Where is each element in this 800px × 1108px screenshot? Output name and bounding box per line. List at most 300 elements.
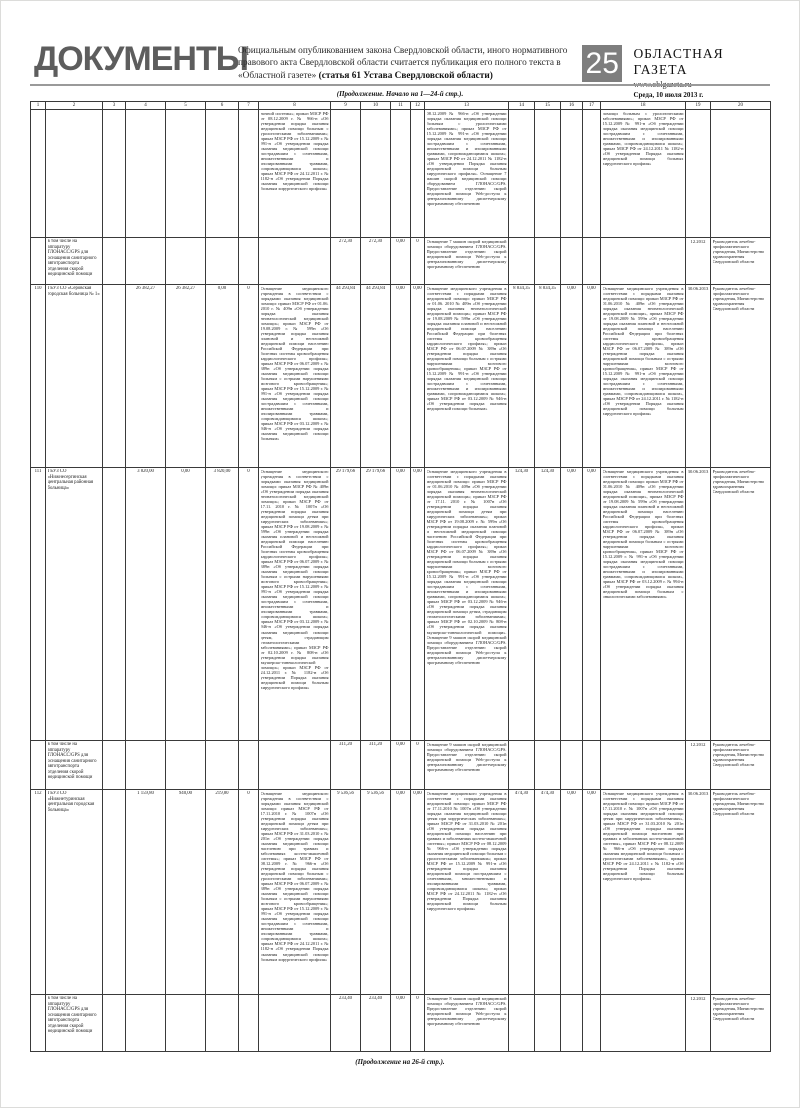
table-cell <box>331 238 361 285</box>
table-cell-text: Руководитель лечебно-профилактического учреждения, Министерство здравоохранения Свердловской области <box>712 742 765 768</box>
table-cell <box>206 238 239 285</box>
table-cell <box>331 110 361 238</box>
table-cell <box>259 110 331 238</box>
column-number: 3 <box>103 102 126 110</box>
section-title: ДОКУМЕНТЫ <box>34 40 249 78</box>
table-cell-text <box>105 469 124 739</box>
table-cell <box>103 238 126 285</box>
table-cell <box>425 285 509 468</box>
table-cell-text <box>261 239 329 283</box>
table-cell-text <box>241 111 257 236</box>
table-cell <box>561 238 583 285</box>
table-cell-text: 0,00 <box>587 286 596 291</box>
table-cell-text <box>208 111 237 236</box>
table-cell <box>31 790 46 995</box>
table-cell <box>46 995 103 1052</box>
table-cell <box>46 285 103 468</box>
table-cell <box>686 790 711 995</box>
header-rule <box>30 84 770 86</box>
table-cell-text: Руководитель лечебно-профилактического учреждения, Министерство здравоохранения Свердловской области <box>712 469 765 495</box>
table-cell <box>31 285 46 468</box>
table-cell <box>206 285 239 468</box>
table-cell <box>126 110 166 238</box>
table-cell-text: в том числе на аппаратуру ГЛОНАСС/GPS для оснащения санитарного автотранспорта отделения скорой медицинской помощи <box>47 742 97 781</box>
table-cell <box>126 995 166 1052</box>
table-cell <box>561 790 583 995</box>
table-cell-text: 112 <box>34 791 42 796</box>
table-cell <box>331 285 361 468</box>
table-cell <box>166 790 206 995</box>
table-cell <box>509 741 535 790</box>
table-cell-text: 219,80 <box>215 791 229 796</box>
table-cell <box>361 110 391 238</box>
table-cell <box>166 110 206 238</box>
table-cell <box>361 741 391 790</box>
table-cell <box>259 790 331 995</box>
column-numbers-row <box>31 102 771 110</box>
table-cell-text: 233,40 <box>368 996 383 1001</box>
table-cell <box>166 285 206 468</box>
table-cell-text: 0,00 <box>396 469 405 474</box>
table-cell-text: 0 <box>247 286 250 291</box>
table-cell-text <box>168 239 204 283</box>
table-cell-text: Оснащение 8 машин скорой медицинской помощи оборудованием ГЛОНАСС/GPS. Предоставление отделению скорой медицинской помощи Web-доступа к централизованному диспетчерскому программному обеспечению <box>426 996 507 1027</box>
table-cell <box>535 238 561 285</box>
table-cell-text <box>33 111 44 236</box>
table-cell <box>711 790 771 995</box>
table-cell-text <box>105 996 124 1050</box>
table-cell-text <box>128 742 164 788</box>
table-cell-text: ночной системы»; приказ МЗСР РФ от 08.12.2009 г. № 966-н «Об утверждении порядка оказания медицинской помощи больным с урологическими заболеваниями»; приказ МЗСР РФ от 15.12.2009 г. № 991-н «Об утверждении порядка оказания медицинской помощи пострадавшим с сочетанными, множественными и изолированными травмами, сопровождающимися шоком»; приказ МЗСР РФ от 24.12.2011 г. № 1182-н «Об утверждении Порядка оказания медицинской помощи больным хирургического профиля» <box>260 111 329 192</box>
table-cell-text <box>105 791 124 993</box>
table-cell-text: помощи больным с урологическими заболеваниями»; приказ МЗСР РФ от 15.12.2009 № 991-н «Об утверждении порядка оказания медицинской помощи пострадавшим с сочетанными, множественными и изолированными травмами, сопровождающимися шоком»; приказ МЗСР РФ от 24.12.2011 № 1182-н «Об утверждении Порядка оказания медицинской помощи больных хирургического профиля» <box>602 111 684 167</box>
table-cell-text: 30.06.2013 <box>687 469 709 474</box>
table-cell <box>46 741 103 790</box>
table-cell-text <box>585 239 599 283</box>
table-cell-text: 940,00 <box>178 791 193 796</box>
table-cell <box>686 285 711 468</box>
table-cell <box>391 468 411 741</box>
table-cell <box>361 995 391 1052</box>
table-head <box>31 102 771 110</box>
table-cell-text <box>563 111 581 236</box>
table-cell-text: 233,40 <box>338 996 353 1001</box>
table-cell <box>46 790 103 995</box>
table-cell-text <box>241 742 257 788</box>
table-cell-text: 08.12.2009 № 966-н «Об утверждении порядка оказания медицинской помощи больным с урологическими заболеваниями»; приказ МЗСР РФ от 15.12.2009 № 991-н «Об утверждении порядка оказания медицинской помощи пострадавшим с сочетанными, множественными и изолированными травмами, сопровождающимися шоком»; приказ МЗСР РФ от 24.12.2011 № 1182-н «Об утверждении Порядка оказания медицинской помощи больным хирургического профиля». Оснащение 7 машин скорой медицинской помощи оборудованием ГЛОНАСС/GPS. Предоставление отделению скорой медицинской помощи Web-доступа к централизованному диспетчерскому программному обеспечению <box>426 111 507 207</box>
table-cell <box>361 790 391 995</box>
table-cell-text: 44 293,84 <box>335 286 356 291</box>
column-number: 2 <box>46 102 103 110</box>
column-number: 19 <box>686 102 711 110</box>
table-cell <box>166 238 206 285</box>
table-cell-text <box>511 996 533 1050</box>
table-cell-text: 29 179,66 <box>335 469 356 474</box>
table-cell-text: 124,30 <box>514 469 529 474</box>
table-cell-text: Оснащение 9 машин скорой медицинской помощи оборудованием ГЛОНАСС/GPS. Предоставление отделению скорой медицинской помощи Web-доступа к централизованному диспетчерскому программному обеспечению <box>426 742 507 773</box>
table-cell-text: 0,00 <box>396 996 405 1001</box>
table-cell-text <box>563 996 581 1050</box>
newspaper-date: Среда, 10 июля 2013 г. <box>633 91 704 99</box>
table-cell <box>711 238 771 285</box>
page-number-badge: 25 <box>582 45 622 82</box>
column-number: 16 <box>561 102 583 110</box>
table-cell-text: 311,20 <box>338 742 352 747</box>
table-cell-text <box>511 239 533 283</box>
table-cell <box>239 741 259 790</box>
table-cell-text <box>105 111 124 236</box>
table-cell-text: 110 <box>34 286 42 291</box>
table-cell-text: Оснащение медицинского учреждения в соответствии с порядками оказания медицинской помощи: приказ МЗСР РФ от 17.11.2010 г. № 1007н «Об утверждении порядка оказания медицинской помощи детям при хирургических заболеваниях», приказ МЗСР РФ от 31.03.2010 № 201н «Об утверждении порядка оказания медицинской помощи населению при травмах и заболеваниях костно-мышечной системы», приказ МЗСР РФ от 08.12.2009 № 966-н «Об утверждении порядка оказания медицинской помощи больным с урологическими заболеваниями», приказ МЗСР РФ от 24.12.2011 г. № 1182-н «Об утверждении Порядка оказания медицинской помощи больным хирургического профиля» <box>602 791 684 882</box>
table-cell <box>601 110 686 238</box>
table-cell-text <box>537 742 559 788</box>
column-number: 6 <box>206 102 239 110</box>
table-cell-text <box>585 111 599 236</box>
table-cell <box>425 468 509 741</box>
table-cell <box>126 468 166 741</box>
table-row <box>31 238 771 285</box>
table-cell-text: 8 834,35 <box>539 286 556 291</box>
table-cell-text <box>585 996 599 1050</box>
table-cell-text <box>105 742 124 788</box>
table-cell <box>425 110 509 238</box>
column-number: 15 <box>535 102 561 110</box>
table-body <box>31 110 771 1052</box>
table-cell-text: ГБУЗ СО «Нижнесергинская центральная районная больница» <box>47 469 94 491</box>
table-cell-text <box>393 111 409 236</box>
column-number: 4 <box>126 102 166 110</box>
table-cell <box>31 110 46 238</box>
table-cell <box>583 790 601 995</box>
table-cell <box>331 995 361 1052</box>
table-cell-text <box>413 111 423 236</box>
legal-note <box>238 45 580 82</box>
table-cell <box>601 995 686 1052</box>
table-cell-text: в том числе на аппаратуру ГЛОНАСС/GPS для оснащения санитарного автотранспорта отделения скорой медицинской помощи <box>47 996 97 1035</box>
table-cell <box>601 468 686 741</box>
table-cell-text: 0,00 <box>413 286 422 291</box>
column-number: 13 <box>425 102 509 110</box>
table-cell <box>711 285 771 468</box>
table-cell <box>686 110 711 238</box>
table-cell <box>103 790 126 995</box>
table-cell-text: Оснащение медицинского учреждения в соответствии с порядками оказания медицинской помощи: приказ МЗСР РФ от 17.11.2010 № 1007н «Об утверждении порядка оказания медицинской помощи детям при хирургических заболеваниях»; приказ МЗСР РФ от 31.03.2010 № 201н «Об утверждении порядка оказания медицинской помощи населению при травмах и заболеваниях костно-мышечной системы»; приказ МЗСР РФ от 08.12.2009 № 966-н «Об утверждении порядка оказания медицинской помощи больным с урологическими заболеваниями»; приказ МЗСР РФ от 15.12.2009 № 991-н «Об утверждении порядка оказания медицинской помощи пострадавшим с сочетанными, множественными и изолированными травмами, сопровождающимися шоком»; приказ МЗСР РФ от 24.12.2011 № 1182-н «Об утверждении Порядка оказания медицинской помощи больным хирургического профиля» <box>426 791 507 912</box>
table-row <box>31 468 771 741</box>
table-cell-text: 0,00 <box>413 469 422 474</box>
table-cell <box>206 468 239 741</box>
table-cell <box>206 995 239 1052</box>
column-number: 1 <box>31 102 46 110</box>
continuation-note-bottom: (Продолжение на 26-й стр.). <box>355 1058 445 1066</box>
table-cell <box>361 285 391 468</box>
table-cell-text: 8 834,35 <box>513 286 530 291</box>
table-cell-text <box>208 996 237 1050</box>
column-number: 11 <box>391 102 411 110</box>
table-cell <box>331 790 361 995</box>
table-cell <box>411 110 425 238</box>
table-cell <box>561 468 583 741</box>
table-cell <box>391 995 411 1052</box>
table-cell <box>103 110 126 238</box>
table-cell <box>391 110 411 238</box>
table-cell-text: 0,00 <box>587 791 596 796</box>
table-cell <box>711 741 771 790</box>
table-cell <box>535 468 561 741</box>
table-cell <box>46 468 103 741</box>
table-cell <box>601 238 686 285</box>
table-cell <box>425 995 509 1052</box>
table-cell-text: в том числе на аппаратуру ГЛОНАСС/GPS для оснащения санитарного автотранспорта отделения скорой медицинской помощи <box>47 239 97 278</box>
table-cell <box>103 468 126 741</box>
table-cell-text: Оснащение медицинского учреждения в соответствии с порядками оказания медицинской помощи: приказ МЗСР РФ от 01.06. 2010 г. № 409н «Об утверждении порядка оказания неонатологической медицинской помощи»; приказ МЗСР РФ от 19.08.2009 г. № 599н «Об утверждении порядка оказания плановой и неотложной медицинской помощи населению Российской Федерации при болезнях системы кровообращения кардиологического профиля»; приказ МЗСР РФ от 06.07.2009 г. № 389н «Об утверждении порядка оказания медицинской помощи больным с острыми нарушениями мозгового кровообращения»; приказ МЗСР РФ от 15.12.2009 г. № 991-н «Об утверждении порядка оказания медицинской помощи пострадавшим с сочетанными, множественными и изолированными травмами, сопровождающимися шоком»; приказ МЗСР РФ от 03.12.2009 г. № 946-н «Об утверждении порядка оказания медицинской помощи больным» <box>260 286 329 442</box>
table-cell-text: 12.2012 <box>690 239 706 244</box>
table-cell-text <box>537 996 559 1050</box>
column-number: 20 <box>711 102 771 110</box>
column-number: 10 <box>361 102 391 110</box>
table-cell <box>166 468 206 741</box>
table-cell-text: 1 159,80 <box>137 791 154 796</box>
table-cell <box>126 741 166 790</box>
table-cell-text <box>537 111 559 236</box>
table-cell-text <box>261 996 329 1050</box>
table-cell-text: ГБУЗ СО «Серовская городская больница № 1» <box>47 286 100 297</box>
table-cell-text <box>603 996 684 1050</box>
table-cell <box>391 741 411 790</box>
table-cell-text: ГБУЗ СО «Нижнетуринская центральная городская больница» <box>47 791 95 813</box>
table-cell-text <box>241 239 257 283</box>
table-cell-text: Оснащение медицинского учреждения в соответствии с порядками оказания медицинской помощи: приказ МЗСР РФ от 01.06.2010 № 409н «Об утверждении порядка оказания неонатологической медицинской помощи», приказ МЗСР РФ от 19.08.2009 № 599н «Об утверждении порядка оказания плановой и неотложной медицинской помощи населению Российской Федерации при болезнях системы кровообращения кардиологического профиля», приказ МЗСР РФ от 06.07.2009 № 389н «Об утверждении порядка оказания медицинской помощи больным с острыми нарушениями мозгового кровообращения», приказ МЗСР РФ от 15.12.2009 № 991-н «Об утверждении порядка оказания медицинской помощи пострадавшим с сочетанными, множественными и изолированными травмами, сопровождающимися шоком», приказ МЗСР РФ от 24.12.2011 г. № 1182-н «Об утверждении Порядка оказания медицинской помощи больным хирургического профиля» <box>602 286 684 417</box>
table-cell-text: 272,30 <box>368 239 383 244</box>
table-cell <box>391 238 411 285</box>
table-cell-text <box>128 239 164 283</box>
table-cell-text <box>128 111 164 236</box>
column-number: 12 <box>411 102 425 110</box>
table-cell <box>509 285 535 468</box>
table-cell-text: 111 <box>34 469 42 474</box>
table-cell-text: 12.2012 <box>690 742 706 747</box>
table-cell <box>31 741 46 790</box>
table-cell-text: 124,30 <box>540 469 555 474</box>
table-cell-text: 0,00 <box>587 469 596 474</box>
table-cell-text <box>511 742 533 788</box>
column-number: 7 <box>239 102 259 110</box>
table-cell <box>711 995 771 1052</box>
table-cell-text <box>563 742 581 788</box>
table-cell <box>103 741 126 790</box>
column-number: 18 <box>601 102 686 110</box>
table-row <box>31 790 771 995</box>
table-cell <box>206 110 239 238</box>
table-cell <box>361 238 391 285</box>
table-cell-text: 26 382,27 <box>175 286 196 291</box>
table-cell <box>509 790 535 995</box>
table-row <box>31 110 771 238</box>
table-cell <box>46 110 103 238</box>
table-cell <box>239 468 259 741</box>
table-cell <box>239 238 259 285</box>
table-cell <box>259 468 331 741</box>
table-cell-text: 30.06.2013 <box>687 791 709 796</box>
table-cell <box>259 741 331 790</box>
table-cell-text: Руководитель лечебно-профилактического учреждения, Министерство здравоохранения Свердловской области <box>712 239 765 265</box>
column-number: 14 <box>509 102 535 110</box>
column-number: 9 <box>331 102 361 110</box>
table-cell-text: 0,00 <box>396 791 405 796</box>
table-cell <box>711 110 771 238</box>
table-cell <box>601 790 686 995</box>
table-cell <box>583 995 601 1052</box>
table-cell <box>239 110 259 238</box>
table-cell-text: 0,00 <box>181 469 190 474</box>
table-cell <box>561 741 583 790</box>
table-cell <box>331 468 361 741</box>
table-cell <box>535 790 561 995</box>
table-cell-text: 0,00 <box>567 469 576 474</box>
table-cell <box>126 285 166 468</box>
table-cell-text: Руководитель лечебно-профилактического учреждения, Министерство здравоохранения Свердловской области <box>712 996 765 1022</box>
table-cell <box>535 285 561 468</box>
legal-note-text: Официальным опубликованием закона Свердловской области, иного нормативного правового акта Свердловской области считается публикация его полного текста в «Областной газете» <box>238 46 568 81</box>
table-cell-text <box>537 239 559 283</box>
table-cell <box>46 238 103 285</box>
table-cell <box>509 995 535 1052</box>
table-cell-text <box>333 111 359 236</box>
table-cell <box>259 285 331 468</box>
table-cell-text <box>105 286 124 466</box>
table-cell <box>239 285 259 468</box>
table-cell-text: 0,00 <box>396 239 405 244</box>
table-cell <box>391 285 411 468</box>
table-cell-text: 9 536,56 <box>337 791 354 796</box>
column-number: 5 <box>166 102 206 110</box>
newspaper-name: ОБЛАСТНАЯ ГАЗЕТА <box>633 46 724 77</box>
table-cell <box>509 238 535 285</box>
table-cell-text: Руководитель лечебно-профилактического учреждения, Министерство здравоохранения Свердловской области <box>712 286 765 312</box>
table-cell <box>425 741 509 790</box>
table-cell-text: Оснащение 7 машин скорой медицинской помощи оборудованием ГЛОНАСС/GPS. Предоставление отделению скорой медицинской помощи Web-доступа к централизованному диспетчерскому программному обеспечению <box>426 239 507 270</box>
table-cell-text <box>33 996 44 1050</box>
table-cell-text <box>208 742 237 788</box>
table-cell-text: 0,00 <box>567 286 576 291</box>
table-cell <box>561 995 583 1052</box>
table-cell-text <box>563 239 581 283</box>
table-cell-text <box>688 111 709 236</box>
table-cell <box>331 741 361 790</box>
table-cell-text: 9 536,56 <box>367 791 384 796</box>
table-cell-text: Оснащение медицинского учреждения в соответствии с порядками оказания медицинской помощи: приказ МЗСР РФ от 01.06.2010 № 409н «Об утверждении порядка оказания неонатологической медицинской помощи», приказ МЗСР РФ от 19.08.2009 № 599н «Об утверждении порядка оказания плановой и неотложной медицинской помощи населению Российской Федерации при болезнях системы кровообращения кардиологического профиля», приказ МЗСР РФ от 06.07.2009 № 389н «Об утверждении порядка оказания медицинской помощи больным с острыми нарушениями мозгового кровообращения», приказ МЗСР РФ от 15.12.2009 г. № 991-н «Об утверждении порядка оказания медицинской помощи пострадавшим с сочетанными, множественными и изолированными травмами, сопровождающимися шоком», приказ МЗСР РФ от 03.12.2009 г. № 994-н «Об утверждении порядка оказания медицинской помощи больным с онкологическими заболеваниями» <box>602 469 684 600</box>
table-cell-text: Оснащение медицинского учреждения в соответствии с порядками оказания медицинской помощи: приказ МЗСР РФ от 17.11.2010 г. № 1007н «Об утверждении порядка оказания медицинской помощи детям при хирургических заболеваниях»; приказ МЗСР РФ от 31.03.2010 г. № 201н «Об утверждении порядка оказания медицинской помощи населению при травмах и заболеваниях костно-мышечной системы»; приказ МЗСР РФ от 08.12.2009 г. № 966-н «Об утверждении порядка оказания медицинской помощи больным с урологическими заболеваниями»; приказ МЗСР РФ от 06.07.2009 г. № 389н «Об утверждении порядка оказания медицинской помощи больным с острыми нарушениями мозгового кровообращения»; приказ МЗСР РФ от 15.12.2009 г. № 991-н «Об утверждении порядка оказания медицинской помощи пострадавшим с сочетанными, множественными и изолированными травмами, сопровождающимися шоком»; приказ МЗСР РФ от 24.12.2011 г. № 1182-н «Об утверждении Порядка оказания медицинской помощи больным хирургического профиля» <box>260 791 329 962</box>
table-cell-text: 3 820,00 <box>137 469 154 474</box>
table-cell-text: Руководитель лечебно-профилактического учреждения, Министерство здравоохранения Свердловской области <box>712 791 765 817</box>
legal-note-bold: (статья 61 Устава Свердловской области) <box>318 70 493 81</box>
table-cell <box>126 790 166 995</box>
table-cell-text <box>603 742 684 788</box>
table-cell <box>103 285 126 468</box>
table-cell <box>166 995 206 1052</box>
table-cell <box>411 468 425 741</box>
table-cell <box>509 110 535 238</box>
table-cell-text: 29 179,66 <box>365 469 386 474</box>
column-number: 17 <box>583 102 601 110</box>
table-cell-text: 474,30 <box>514 791 529 796</box>
table-cell <box>583 468 601 741</box>
table-cell <box>103 995 126 1052</box>
table-cell-text: 26 382,27 <box>135 286 156 291</box>
table-cell-text <box>168 742 204 788</box>
table-cell <box>126 238 166 285</box>
table-cell-text: 0 <box>247 791 250 796</box>
table-cell <box>411 285 425 468</box>
table-cell <box>411 790 425 995</box>
table-cell-text: 30.06.2013 <box>687 286 709 291</box>
table-cell-text <box>33 742 44 788</box>
table-cell-text <box>363 111 389 236</box>
table-cell <box>425 238 509 285</box>
table-cell <box>535 110 561 238</box>
table-cell <box>411 238 425 285</box>
table-cell-text <box>33 239 44 283</box>
table-cell <box>583 285 601 468</box>
table-cell-text: Оснащение медицинского учреждения в соответствии с порядками оказания медицинской помощи: приказ МЗСР РФ № 409н «Об утверждении порядка оказания неонатологической медицинской помощи»; приказ МЗСР РФ от 17.11. 2010 г. № 1007н «Об утверждении порядка оказания медицинской помощи детям при хирургических заболеваниях»; приказ МЗСР РФ от 19.08.2009 г. № 599н «Об утверждении порядка оказания плановой и неотложной медицинской помощи населению Российской Федерации при болезнях системы кровообращения кардиологического профиля»; приказ МЗСР РФ от 06.07.2009 г. № 389н «Об утверждении порядка оказания медицинской помощи больным с острыми нарушениями мозгового кровообращения»; приказ МЗСР РФ от 15.12.2009 г. № 991-н «Об утверждении порядка оказания медицинской помощи пострадавшим с сочетанными, множественными и изолированными травмами, сопровождающимися шоком»; приказ МЗСР РФ от 03.12.2009 г. № 946-н «Об утверждении порядка оказания медицинской помощи детям, страдающим стоматологическими заболеваниями»; приказ МЗСР РФ от 02.10.2009 г. № 808-н «Об утверждении порядка оказания акушерско-гинекологической помощи»; приказ МЗСР РФ от 24.12.2011 г. № 1182-н «Об утверждении Порядка оказания медицинской помощи больным хирургического профиля» <box>260 469 329 690</box>
table-cell-text: 311,20 <box>368 742 382 747</box>
table-cell-text <box>511 111 533 236</box>
table-cell-text: 44 293,84 <box>365 286 386 291</box>
table-cell-text <box>105 239 124 283</box>
table-cell-text <box>168 111 204 236</box>
column-number: 8 <box>259 102 331 110</box>
continuation-note-top: (Продолжение. Начало на 1—24-й стр.). <box>336 90 464 98</box>
table-cell-text: 272,30 <box>338 239 353 244</box>
table-cell <box>425 790 509 995</box>
table-row <box>31 741 771 790</box>
table-cell-text: 0,00 <box>217 286 227 291</box>
table-cell-text <box>241 996 257 1050</box>
table-cell <box>535 995 561 1052</box>
table-cell <box>686 741 711 790</box>
table-cell-text: 0 <box>247 469 250 474</box>
table-cell-text <box>208 239 237 283</box>
table-cell <box>206 790 239 995</box>
table-cell <box>583 110 601 238</box>
table-cell-text <box>168 996 204 1050</box>
table-cell <box>561 285 583 468</box>
table-cell-text: 0 <box>416 239 419 244</box>
table-cell <box>411 741 425 790</box>
table-cell-text: 0 <box>416 742 419 747</box>
table-cell-text: 474,30 <box>540 791 555 796</box>
table-cell <box>239 995 259 1052</box>
table-cell-text <box>128 996 164 1050</box>
table-cell <box>601 285 686 468</box>
table-cell-text: 0,00 <box>396 742 405 747</box>
table-cell <box>166 741 206 790</box>
table-cell-text: Оснащение медицинского учреждения в соответствии с порядками оказания медицинской помощи: приказ МЗСР РФ от 01.06. 2010 № 409н «Об утверждении порядка оказания неонатологической медицинской помощи»; приказ МЗСР РФ от 19.08.2009 № 599н «Об утверждении порядка оказания плановой и неотложной медицинской помощи населению Российской Федерации при болезнях системы кровообращения кардиологического профиля»; приказ МЗСР РФ от 06.07.2009 № 389н «Об утверждении порядка оказания медицинской помощи больным с острыми нарушениями мозгового кровообращения»; приказ МЗСР РФ от 15.12.2009 № 991-н «Об утверждении порядка оказания медицинской помощи пострадавшим с сочетанными, множественными и изолированными травмами, сопровождающимися шоком»; приказ МЗСР РФ от 03.12.2009 № 946-н «Об утверждении порядка оказания медицинской помощи больным» <box>426 286 507 412</box>
document-table <box>30 101 771 1052</box>
table-cell-text: 0 <box>416 996 419 1001</box>
table-cell <box>239 790 259 995</box>
table-cell <box>259 995 331 1052</box>
table-cell <box>31 238 46 285</box>
table-cell-text: 0,00 <box>413 791 422 796</box>
table-cell <box>259 238 331 285</box>
table-row <box>31 995 771 1052</box>
table-cell-text: 0,00 <box>396 286 405 291</box>
table-cell <box>411 995 425 1052</box>
table-cell-text <box>585 742 599 788</box>
table-cell <box>31 468 46 741</box>
table-cell <box>31 995 46 1052</box>
table-cell <box>391 790 411 995</box>
